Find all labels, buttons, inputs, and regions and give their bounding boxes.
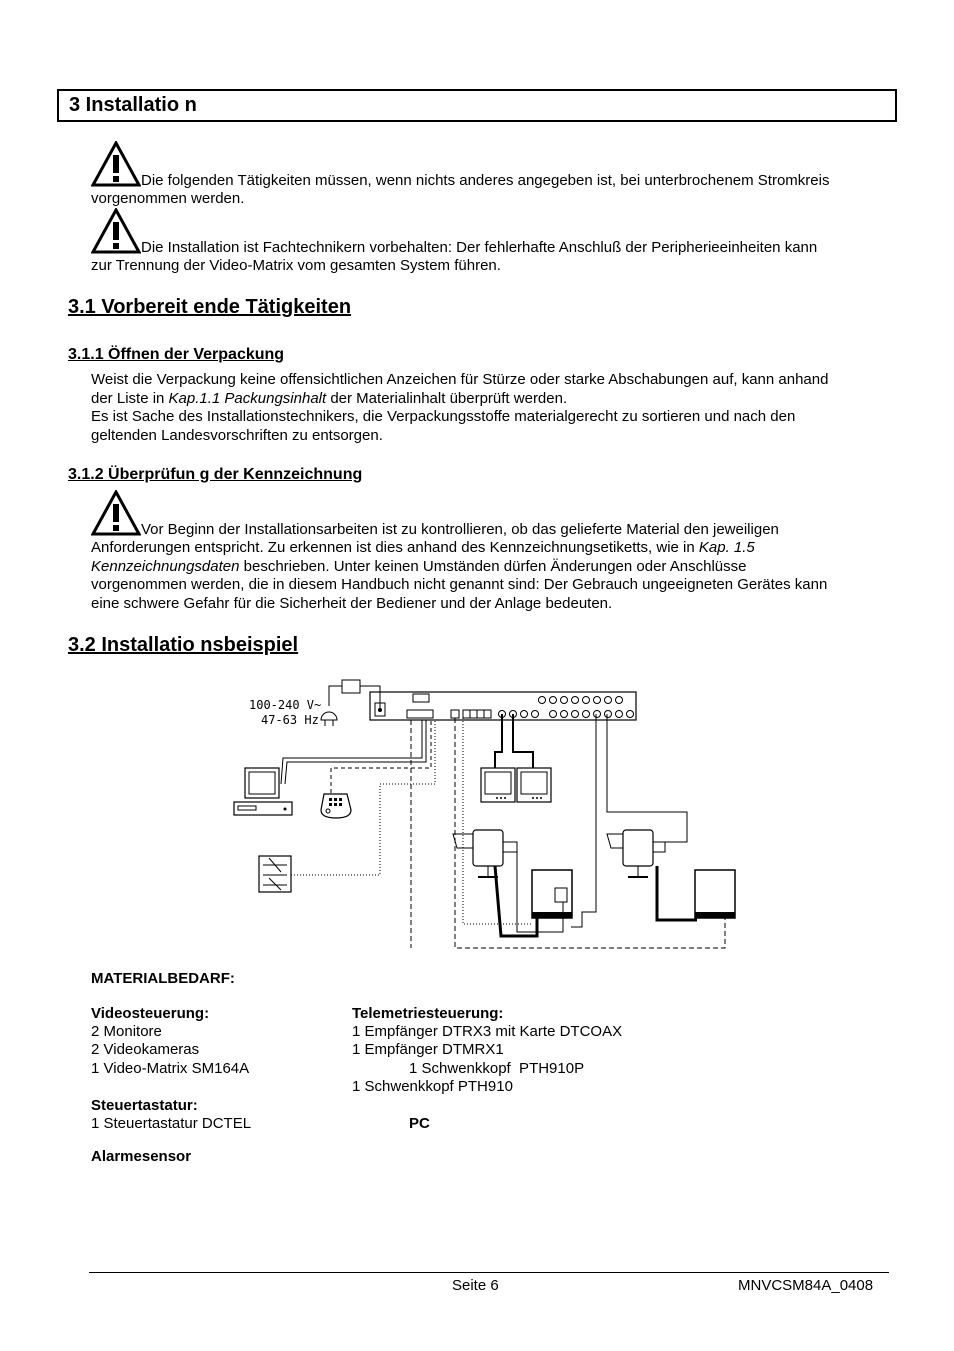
section-3-1-title: 3.1 Vorbereit ende Tätigkeiten bbox=[68, 296, 352, 318]
section-3-1-2-body bbox=[91, 539, 891, 613]
section-3-1-2-title: 3.1.2 Überprüfun g der Kennzeichnung bbox=[68, 466, 363, 483]
pc-heading: PC bbox=[409, 1115, 430, 1132]
chapter-reference: Kennzeichnungsdaten bbox=[91, 557, 240, 575]
section-3-1-2-warning-first: Vor Beginn der Installationsarbeiten ist zu kontrollieren, ob das gelieferte Material den jeweiligen bbox=[141, 521, 779, 538]
alarm-sensor-icon bbox=[259, 856, 291, 892]
paragraph-line: vorgenommen werden, die in diesem Handbuch nicht genannt sind: Der Gebrauch ungeeigneten Gerätes kann bbox=[91, 576, 828, 593]
power-voltage-label: 100-240 V~ bbox=[249, 698, 322, 712]
warning-text-2-first: Die Installation ist Fachtechnikern vorbehalten: Der fehlerhafte Anschluß der Peripherieeinheiten kann bbox=[141, 239, 818, 256]
paragraph-line: Weist die Verpackung keine offensichtlichen Anzeichen für Stürze oder starke Abschabungen auf, kann anhand bbox=[91, 371, 829, 388]
paragraph-line bbox=[91, 390, 891, 409]
material-item: 1 Empfänger DTRX3 mit Karte DTCOAX bbox=[352, 1023, 623, 1040]
page-number: Seite 6 bbox=[452, 1277, 499, 1294]
section-3-1-1-body bbox=[91, 371, 891, 445]
material-item: 2 Monitore bbox=[91, 1023, 162, 1040]
material-item: 1 Steuertastatur DCTEL bbox=[91, 1115, 252, 1132]
document-code: MNVCSM84A_0408 bbox=[738, 1277, 874, 1294]
text-run: der Materialinhalt überprüft werden. bbox=[326, 389, 568, 407]
installation-diagram bbox=[225, 672, 755, 957]
warning-triangle-icon bbox=[91, 141, 141, 187]
material-item: 1 Schwenkkopf PTH910 bbox=[352, 1078, 513, 1095]
receiver-icon bbox=[695, 870, 735, 918]
chapter-reference: Kap.1.1 Packungsinhalt bbox=[168, 389, 327, 407]
section-3-1-1-title: 3.1.1 Öffnen der Verpackung bbox=[68, 346, 285, 363]
video-control-heading: Videosteuerung: bbox=[91, 1005, 210, 1022]
control-keyboard-icon bbox=[321, 794, 351, 818]
footer-divider bbox=[89, 1272, 889, 1273]
warning-text-1-first: Die folgenden Tätigkeiten müssen, wenn nichts anderes angegeben ist, bei unterbrochenem Stromkreis bbox=[141, 172, 830, 189]
paragraph-line: Es ist Sache des Installationstechnikers, die Verpackungsstoffe materialgerecht zu sortieren und nach den bbox=[91, 408, 796, 425]
alarm-sensor-heading: Alarmesensor bbox=[91, 1148, 192, 1165]
text-run: beschrieben. Unter keinen Umständen dürfen Änderungen oder Anschlüsse bbox=[239, 557, 747, 575]
power-frequency-label: 47-63 Hz bbox=[261, 713, 319, 727]
warning-text-1-rest: vorgenommen werden. bbox=[91, 190, 245, 207]
warning-triangle-icon bbox=[91, 490, 141, 536]
paragraph-line bbox=[91, 539, 891, 558]
material-item: 2 Videokameras bbox=[91, 1041, 200, 1058]
pc-icon bbox=[234, 768, 292, 815]
chapter-header-box bbox=[57, 89, 897, 122]
receiver-icon bbox=[532, 870, 572, 918]
chapter-reference: Kap. 1.5 bbox=[698, 539, 755, 556]
section-3-2-title: 3.2 Installatio nsbeispiel bbox=[68, 634, 299, 656]
monitor-icon bbox=[481, 768, 515, 802]
chapter-title: 3 Installatio n bbox=[69, 94, 197, 116]
telemetry-control-heading: Telemetriesteuerung: bbox=[352, 1005, 504, 1022]
power-plug-icon bbox=[321, 680, 380, 726]
paragraph-line: eine schwere Gefahr für die Sicherheit der Bediener und der Anlage bedeuten. bbox=[91, 594, 613, 612]
paragraph-line: geltenden Landesvorschriften zu entsorgen. bbox=[91, 426, 383, 444]
text-run: Anforderungen entspricht. Zu erkennen ist dies anhand des Kennzeichnungsetiketts, wie in bbox=[91, 539, 699, 556]
material-item: 1 Video-Matrix SM164A bbox=[91, 1060, 250, 1077]
keyboard-heading: Steuertastatur: bbox=[91, 1097, 198, 1114]
material-item: 1 Empfänger DTMRX1 bbox=[352, 1041, 504, 1058]
warning-triangle-icon bbox=[91, 208, 141, 254]
text-run: der Liste in bbox=[91, 389, 169, 407]
materials-heading: MATERIALBEDARF: bbox=[91, 970, 235, 987]
paragraph-line bbox=[91, 558, 891, 577]
warning-text-2-rest: zur Trennung der Video-Matrix vom gesamten System führen. bbox=[91, 257, 501, 274]
material-item: 1 Schwenkkopf PTH910P bbox=[409, 1060, 585, 1077]
monitor-icon bbox=[517, 768, 551, 802]
